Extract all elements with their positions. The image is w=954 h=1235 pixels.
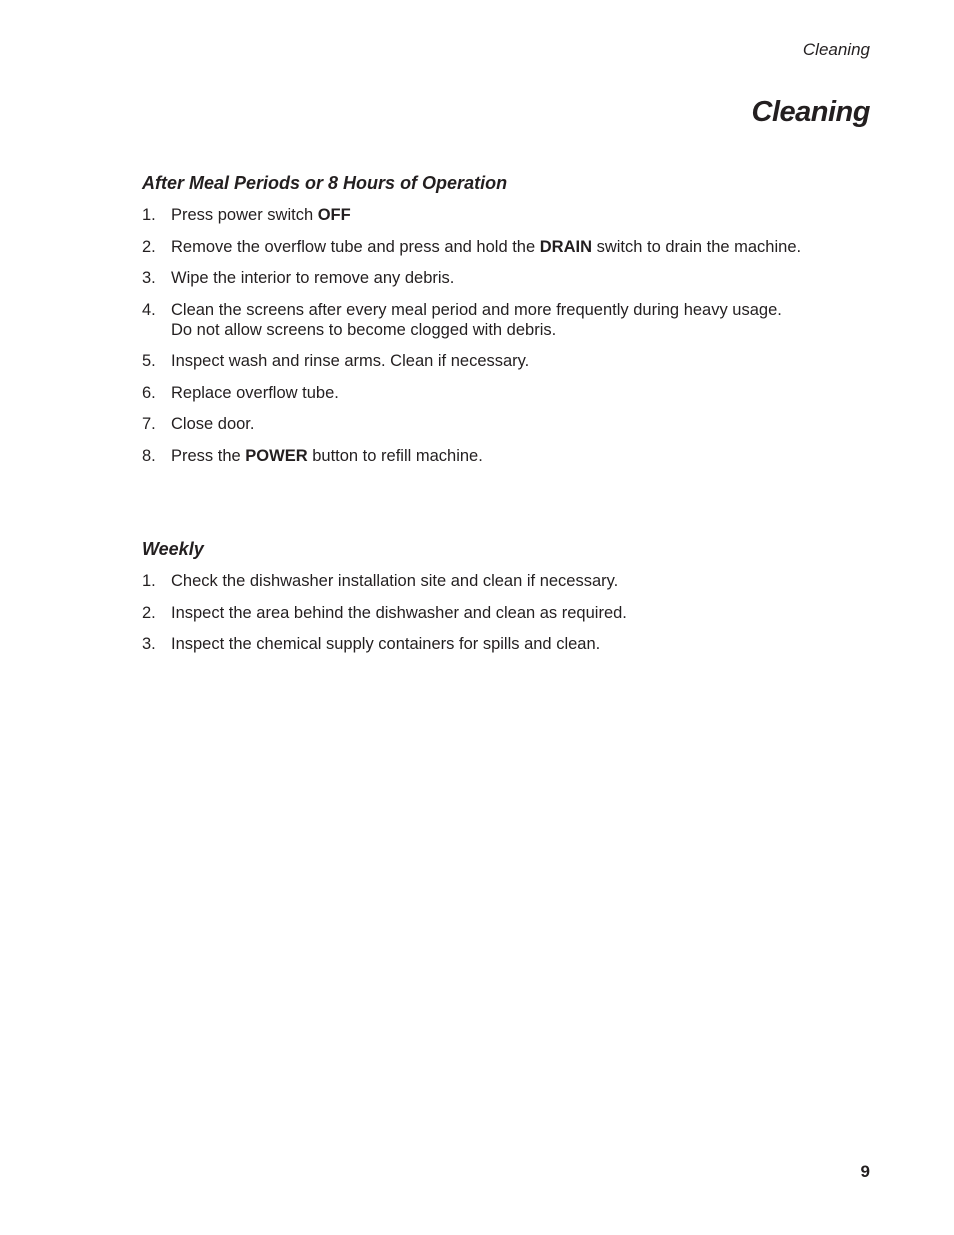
step-number: 8. [142,446,156,465]
step-item [142,571,862,591]
step-number: 5. [142,352,156,370]
step-number: 2. [142,603,156,622]
step-bold-term: POWER [245,446,308,465]
page-title: Cleaning [751,96,870,128]
step-item [142,634,862,654]
step-number: 7. [142,415,156,433]
step-text: Press power switch OFF [171,206,351,224]
step-number: 3. [142,269,156,287]
section-heading: Weekly [142,539,204,559]
step-item [142,300,862,340]
step-text: Inspect the area behind the dishwasher and clean as required. [171,603,627,622]
step-text: Close door. [171,415,255,433]
running-header: Cleaning [802,40,870,59]
step-text: Press the POWER button to refill machine. [171,446,483,465]
step-bold-term: DRAIN [539,237,592,256]
step-number: 1. [142,572,156,590]
step-text: Replace overflow tube. [171,383,339,402]
steps-list [142,571,862,654]
step-number: 4. [142,300,156,319]
step-bold-term: OFF [317,206,351,224]
section-heading: After Meal Periods or 8 Hours of Operation [142,173,508,193]
section-weekly [142,538,862,666]
page-number: 9 [860,1162,870,1181]
steps-list [142,205,862,466]
step-text: Clean the screens after every meal period and more frequently during heavy usage. Do not allow screens to become clogged with debris. [171,300,782,339]
step-text: Wipe the interior to remove any debris. [171,269,455,287]
step-item [142,268,862,288]
section-after-meal [142,172,862,477]
step-item [142,237,862,257]
step-item [142,446,862,466]
step-text: Remove the overflow tube and press and hold the DRAIN switch to drain the machine. [171,237,802,256]
step-item [142,383,862,403]
step-number: 3. [142,635,156,653]
step-text: Check the dishwasher installation site and clean if necessary. [171,572,619,590]
step-number: 6. [142,383,156,402]
step-text: Inspect the chemical supply containers for spills and clean. [171,635,601,653]
step-item [142,414,862,434]
step-item [142,205,862,225]
step-number: 2. [142,237,156,256]
step-text: Inspect wash and rinse arms. Clean if necessary. [171,352,530,370]
step-number: 1. [142,206,156,224]
step-item [142,603,862,623]
step-item [142,351,862,371]
